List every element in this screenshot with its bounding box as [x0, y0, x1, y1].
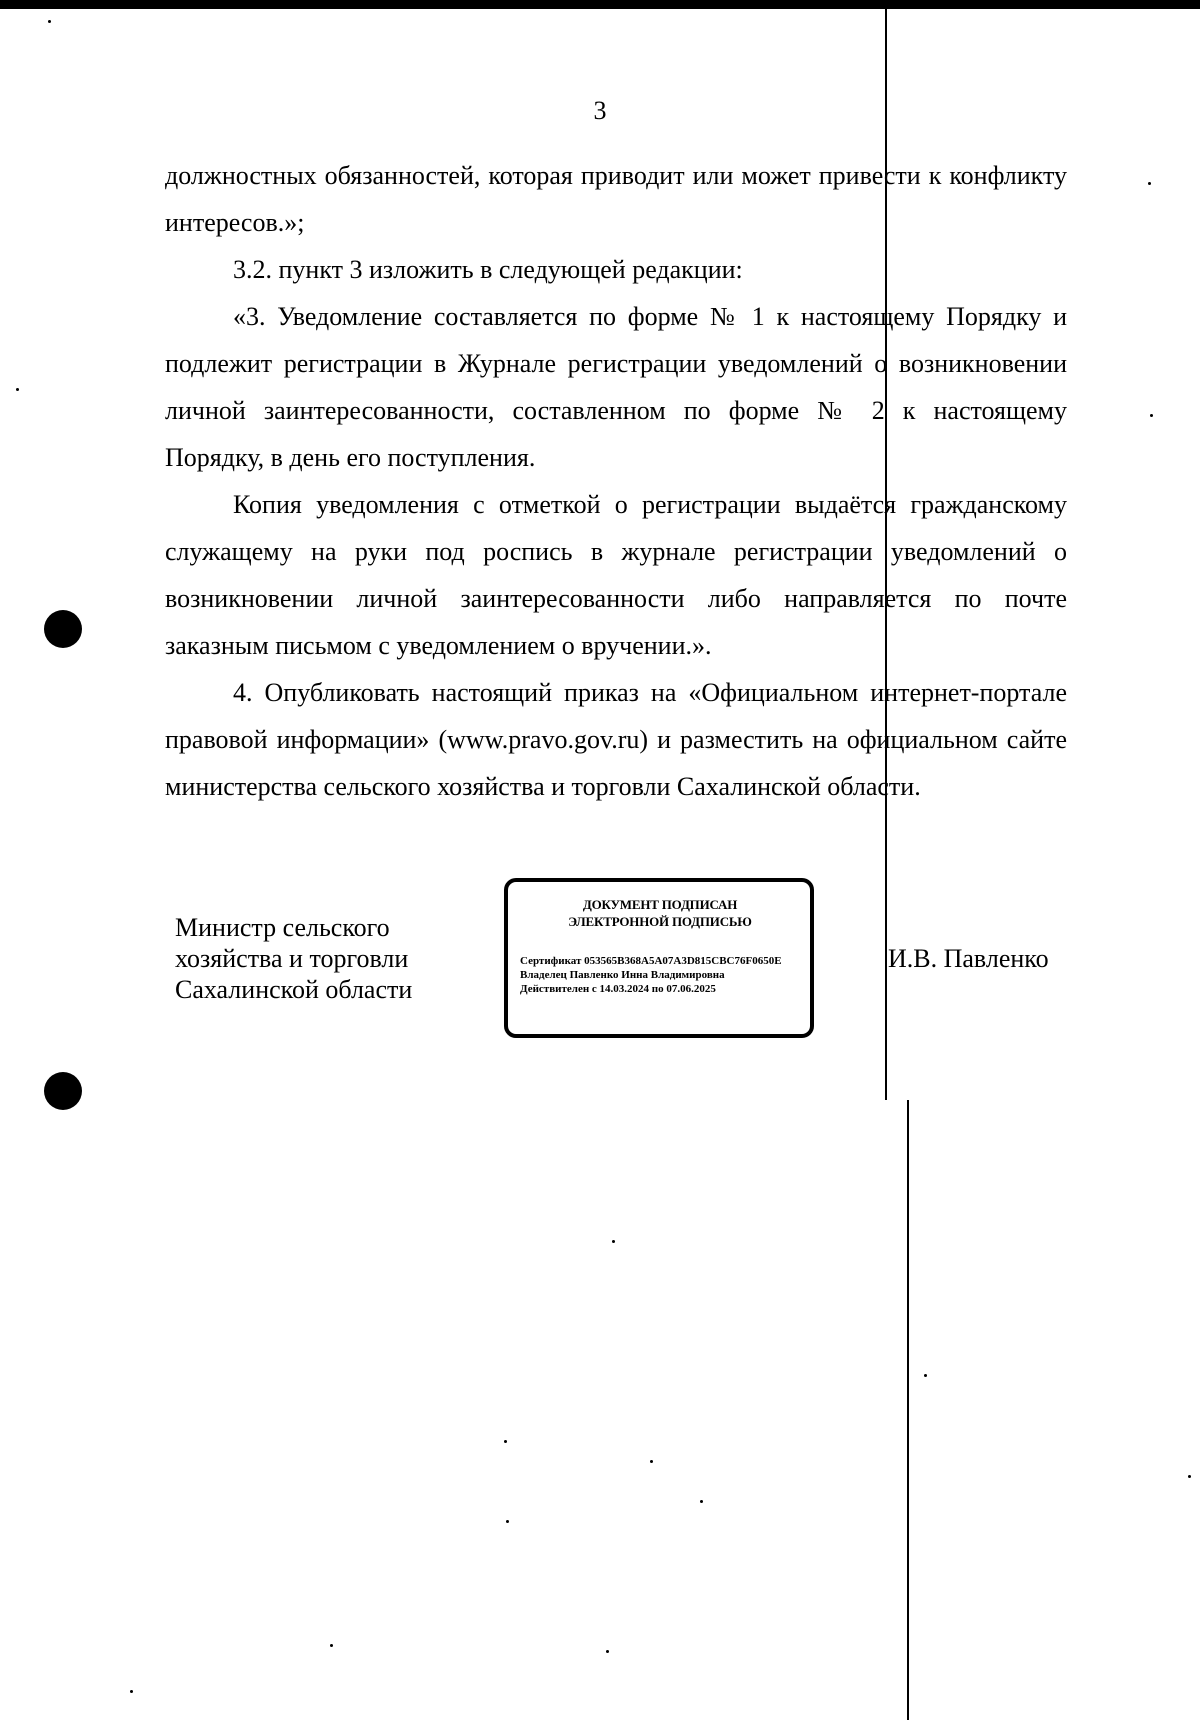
position-line: хозяйства и торговли [175, 944, 409, 973]
stamp-validity: Действителен с 14.03.2024 по 07.06.2025 [520, 983, 716, 995]
punch-hole [44, 1072, 82, 1110]
signatory-name: И.В. Павленко [888, 944, 1049, 973]
document-body [165, 152, 1067, 810]
scan-speck [606, 1650, 609, 1653]
stamp-title-line: ЭЛЕКТРОННОЙ ПОДПИСЬЮ [568, 914, 752, 929]
electronic-signature-stamp [504, 878, 814, 1038]
stamp-certificate: Сертификат 053565B368A5A07A3D815CBC76F0650E [520, 955, 782, 967]
paragraph-notification: «3. Уведомление составляется по форме № 1 к настоящему Порядку и подлежит регистрации в Журнале регистрации уведомлений о возникновении личной заинтересованности, составленном по форме № 2 к настоящему Порядку, в день его поступления. [165, 302, 1067, 472]
position-line: Сахалинской области [175, 975, 413, 1004]
page-number: 3 [593, 96, 607, 125]
scan-speck [504, 1440, 507, 1443]
paragraph-copy: Копия уведомления с отметкой о регистрации выдаётся гражданскому служащему на руки под роспись в журнале регистрации уведомлений о возникновении личной заинтересованности либо направляется по почте заказным письмом с уведомлением о вручении.». [165, 490, 1067, 660]
stamp-owner: Владелец Павленко Инна Владимировна [520, 969, 725, 981]
scan-speck [130, 1690, 133, 1693]
scan-speck [48, 20, 51, 23]
position-line: Министр сельского [175, 913, 390, 942]
scan-top-border [0, 0, 1200, 9]
paragraph-continuation: должностных обязанностей, которая приводит или может привести к конфликту интересов.»; [165, 161, 1067, 237]
punch-hole [44, 610, 82, 648]
paragraph-amendment-heading: 3.2. пункт 3 изложить в следующей редакции: [233, 255, 743, 284]
scan-speck [650, 1460, 653, 1463]
stamp-title-line: ДОКУМЕНТ ПОДПИСАН [582, 897, 738, 912]
scan-artifact-line-lower [907, 1100, 909, 1720]
scan-speck [1150, 414, 1153, 417]
scan-speck [612, 1240, 615, 1243]
scan-speck [330, 1644, 333, 1647]
scan-speck [924, 1374, 927, 1377]
signatory-position [175, 912, 412, 1005]
scan-speck [16, 388, 19, 391]
scan-speck [506, 1520, 509, 1523]
stamp-title [520, 896, 800, 930]
scan-speck [700, 1500, 703, 1503]
scan-speck [1148, 182, 1151, 185]
stamp-details [520, 954, 800, 996]
paragraph-publish: 4. Опубликовать настоящий приказ на «Официальном интернет-портале правовой информации» (www.pravo.gov.ru) и разместить на официальном сайте министерства сельского хозяйства и торговли Сахалинской области. [165, 678, 1067, 801]
scan-speck [1188, 1475, 1191, 1478]
